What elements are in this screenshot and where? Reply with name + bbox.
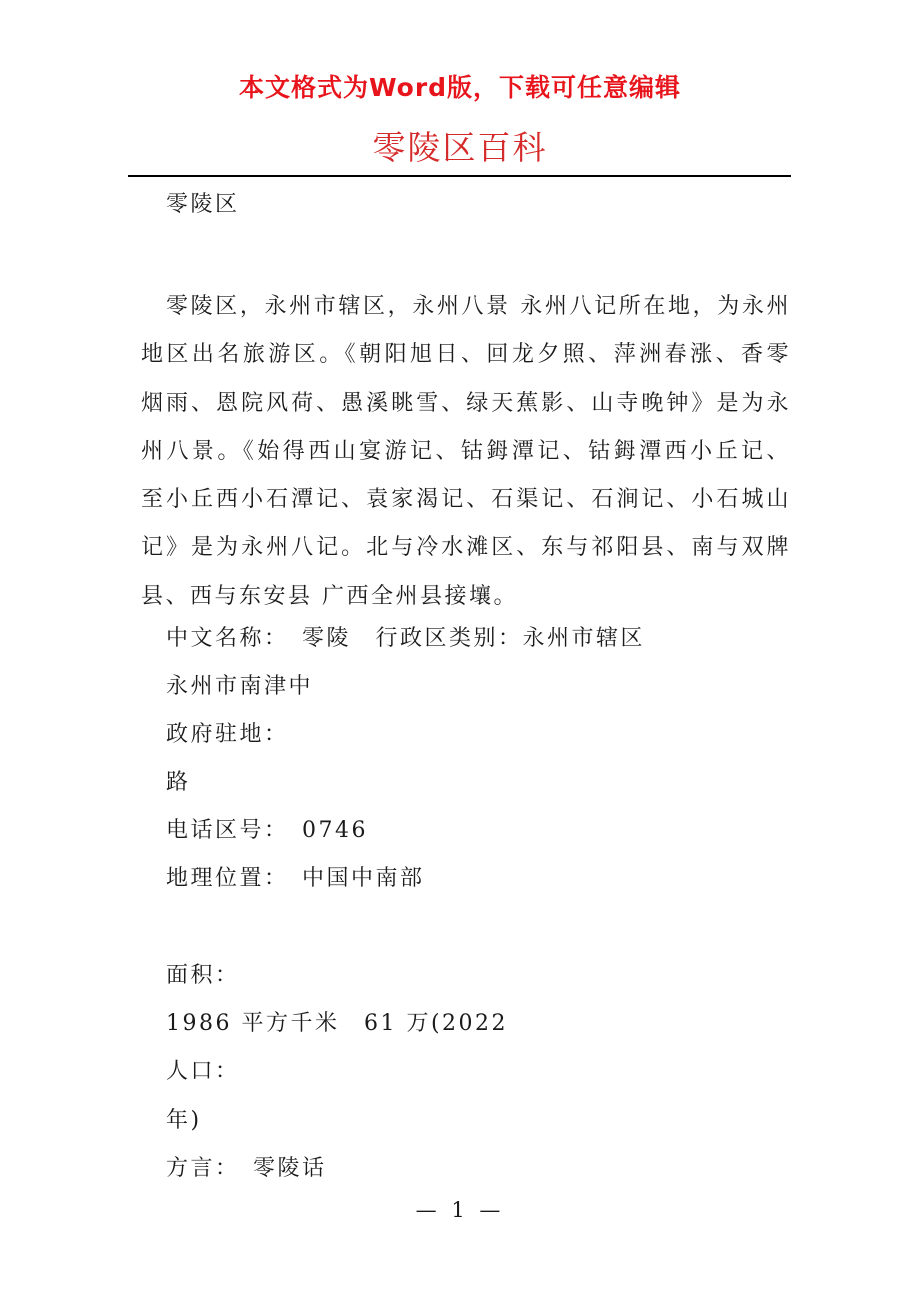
fact-line: 1986 平方千米 61 万(2022 [166, 1011, 509, 1036]
document-title: 零陵区百科 [372, 128, 548, 167]
format-notice: 本文格式为Word版，下载可任意编辑 [238, 73, 682, 102]
fact-line: 方言： 零陵话 [166, 1156, 327, 1181]
section-heading: 零陵区 [166, 192, 240, 217]
page-number: — 1 — [415, 1198, 505, 1222]
header-rule [128, 175, 791, 177]
fact-line: 电话区号： 0746 [166, 818, 368, 843]
intro-paragraph: 零陵区，永州市辖区，永州八景 永州八记所在地，为永州地区出名旅游区。《朝阳旭日、回龙夕照、萍洲春涨、香零烟雨、恩院风荷、愚溪眺雪、绿天蕉影、山寺晚钟》是为永州八景。《始得西山宴游记、钴鉧潭记、钴鉧潭西小丘记、至小丘西小石潭记、袁家渴记、石渠记、石涧记、小石城山记》是为永州八记。北与冷水滩区、东与祁阳县、南与双牌县、西与东安县 广西全州县接壤。 [141, 294, 791, 609]
fact-line: 永州市南津中 [166, 674, 314, 699]
fact-line: 人口： [166, 1059, 240, 1084]
fact-line: 路 [166, 770, 191, 795]
fact-line: 中文名称： 零陵 行政区类别：永州市辖区 [166, 626, 646, 651]
fact-line: 面积： [166, 963, 240, 988]
fact-line: 政府驻地： [166, 722, 289, 747]
fact-line: 地理位置： 中国中南部 [166, 866, 425, 891]
fact-line: 年) [166, 1108, 202, 1133]
